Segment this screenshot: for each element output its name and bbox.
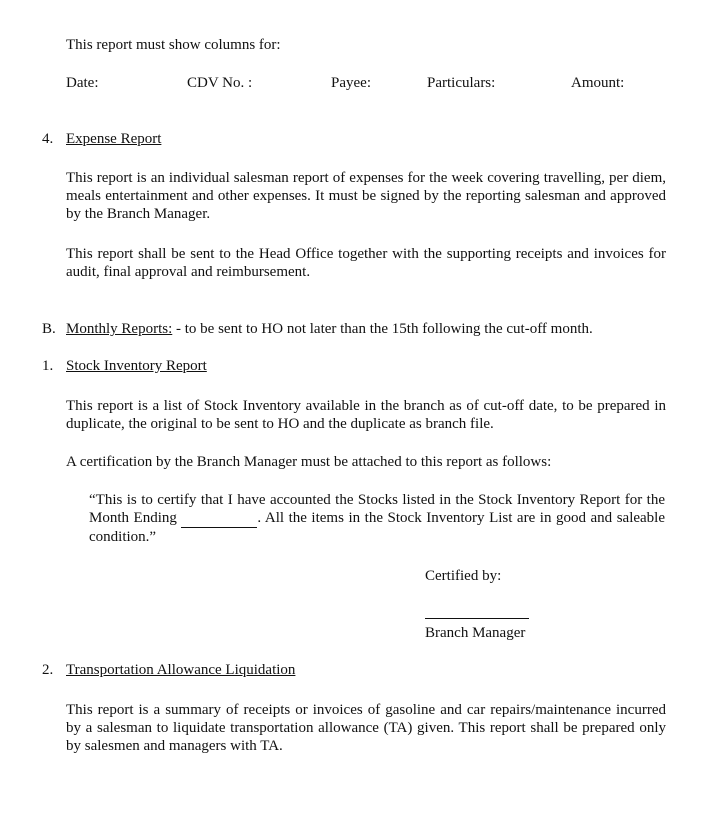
column-date: Date: (66, 75, 99, 91)
column-cdv-no: CDV No. : (187, 75, 253, 91)
certification-quote (89, 491, 665, 546)
section-4-paragraph-2: This report shall be sent to the Head Office together with the supporting receipts and invoices for audit, final approval and reimbursement. (66, 246, 666, 280)
section-b-heading (66, 320, 593, 338)
intro-text: This report must show columns for: (66, 37, 281, 53)
section-b-rest: - to be sent to HO not later than the 15th following the cut-off month. (172, 321, 593, 337)
item-1-number: 1. (42, 358, 54, 374)
certified-by-label: Certified by: (425, 568, 502, 584)
item-2-paragraph-1: This report is a summary of receipts or invoices of gasoline and car repairs/maintenance incurred by a salesman to liquidate transportation allowance (TA) given. This report shall be prepared only by salesmen and managers with TA. (66, 702, 666, 754)
month-ending-blank (181, 509, 257, 528)
column-amount: Amount: (571, 75, 625, 91)
section-b-letter: B. (42, 321, 56, 337)
item-2-title: Transportation Allowance Liquidation (66, 662, 296, 678)
certification-text-after: . All the items in the Stock Inventory List are in good and saleable condition.” (89, 510, 666, 545)
item-2-number: 2. (42, 662, 54, 678)
item-1-title: Stock Inventory Report (66, 358, 207, 374)
section-b-title: Monthly Reports: (66, 321, 173, 337)
certification-text-before: “This is to certify that I have accounted the Stocks listed in the Stock Inventory Report for the Month Ending (89, 492, 665, 526)
column-particulars: Particulars: (427, 75, 496, 91)
section-4-number: 4. (42, 131, 54, 147)
section-4-title: Expense Report (66, 131, 162, 147)
signature-line (425, 618, 529, 619)
item-1-paragraph-1: This report is a list of Stock Inventory available in the branch as of cut-off date, to be prepared in duplicate, the original to be sent to HO and the duplicate as branch file. (66, 398, 666, 432)
branch-manager-label: Branch Manager (425, 625, 526, 641)
item-1-paragraph-2: A certification by the Branch Manager must be attached to this report as follows: (66, 454, 552, 470)
column-payee: Payee: (331, 75, 371, 91)
section-4-paragraph-1: This report is an individual salesman report of expenses for the week covering travelling, per diem, meals entertainment and other expenses. It must be signed by the reporting salesman and approved by the Branch Manager. (66, 170, 666, 222)
